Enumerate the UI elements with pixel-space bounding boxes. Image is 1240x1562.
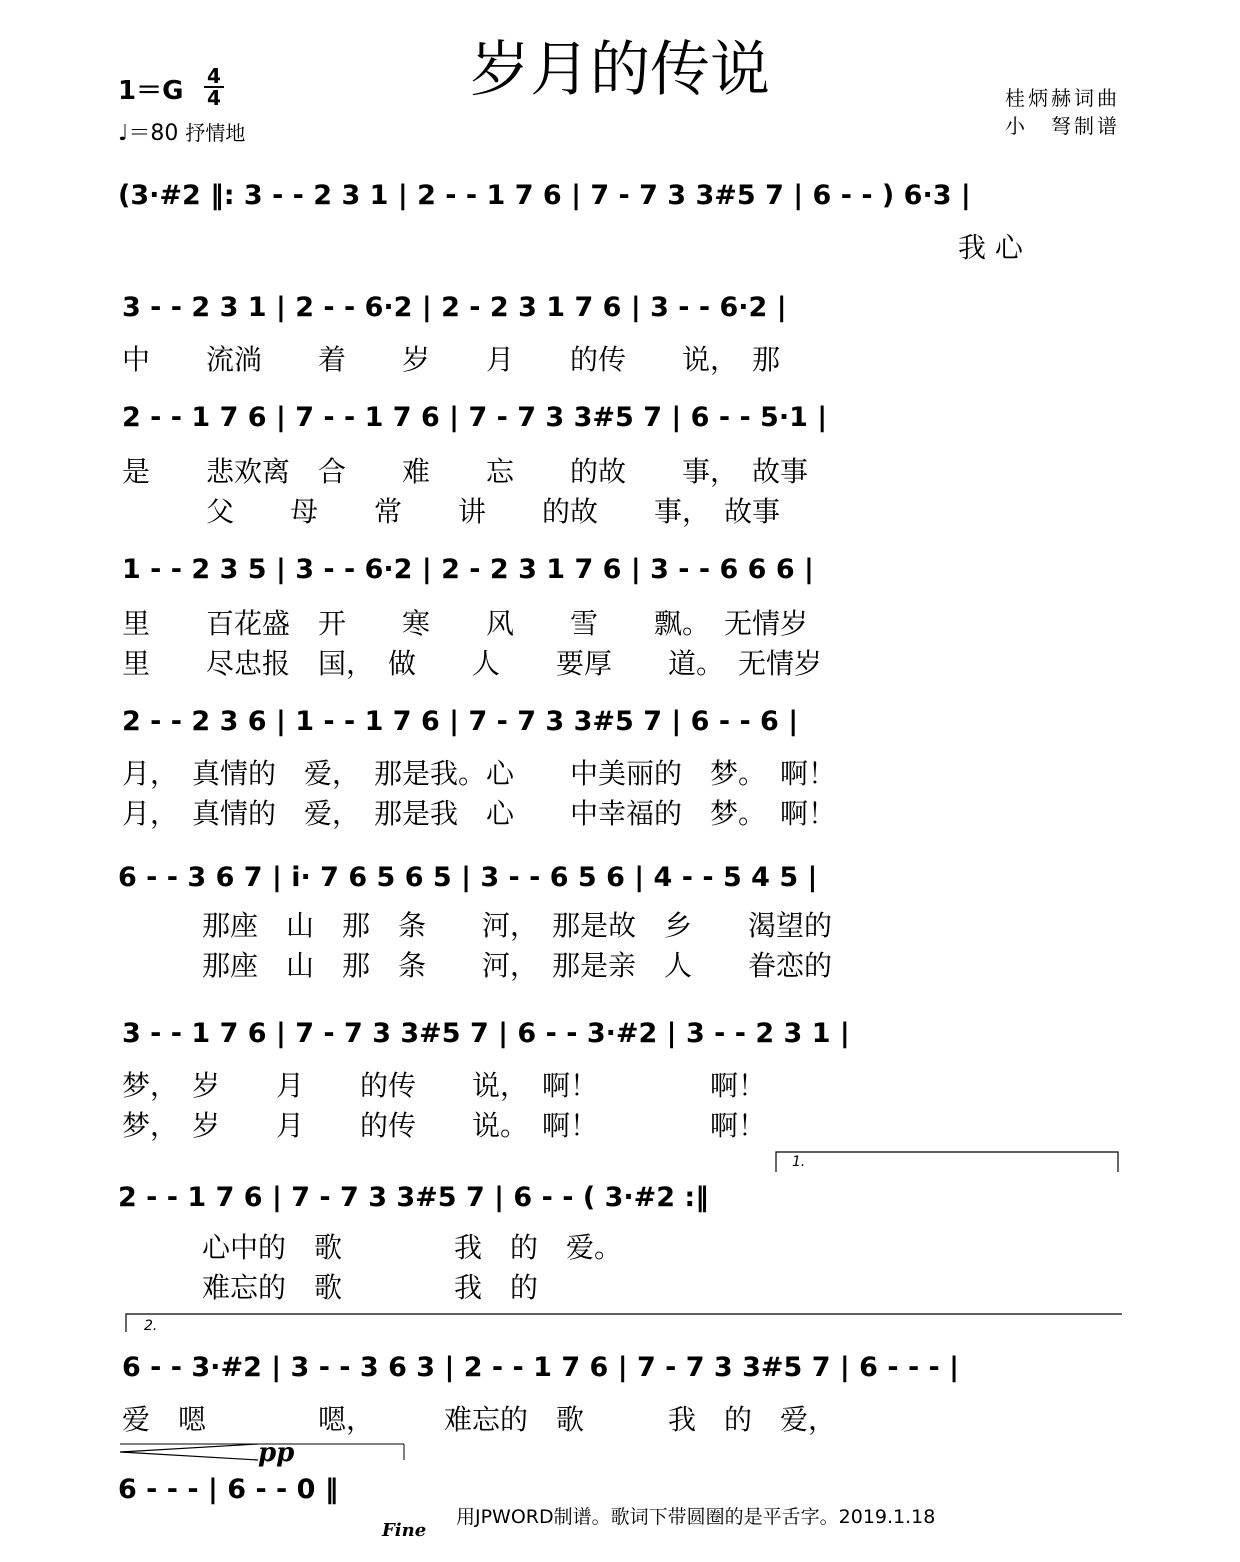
system-2-notes: 3 - - 2 3 1 | 2 - - 6·2 | 2 - 2 3 1 7 6 | 3 - - 6·2 | (122, 292, 787, 323)
quarter-note-icon: ♩ (118, 121, 129, 146)
credit-lyricist: 桂炳赫词曲 (1005, 86, 1120, 110)
system-8-notes: 2 - - 1 7 6 | 7 - 7 3 3#5 7 | 6 - - ( 3·#2 :‖ (118, 1182, 709, 1213)
page-title: 岁月的传说 (470, 35, 770, 105)
volta-2-bracket (126, 1314, 1122, 1332)
system-5-lyric-2: 月， 真情的 爱， 那是我 心 中幸福的 梦。 啊！ (122, 797, 837, 830)
system-9-notes: 6 - - 3·#2 | 3 - - 3 6 3 | 2 - - 1 7 6 | 7 - 7 3 3#5 7 | 6 - - - | (122, 1352, 960, 1383)
system-7-lyric-1: 梦， 岁 月 的传 说， 啊！ 啊！ (122, 1069, 767, 1102)
system-1-notes: (3·#2 ‖: 3 - - 2 3 1 | 2 - - 1 7 6 | 7 - 7 3 3#5 7 | 6 - - ) 6·3 | (118, 180, 971, 211)
system-10-notes: 6 - - - | 6 - - 0 ‖ (118, 1474, 339, 1505)
system-8-lyric-1: 心中的 歌 我 的 爱。 (118, 1231, 623, 1264)
volta-1-label: 1. (792, 1154, 806, 1170)
key-label: 1＝G (118, 76, 184, 106)
decrescendo-hairpin (120, 1444, 258, 1460)
tempo-value: ＝80 (128, 121, 179, 146)
volta-1-bracket (776, 1152, 1118, 1172)
system-6-notes: 6 - - 3 6 7 | i· 7 6 5 6 5 | 3 - - 6 5 6 | 4 - - 5 4 5 | (118, 862, 818, 893)
system-1-lyric-1: 我 心 (118, 231, 1023, 264)
fine-mark: Fine (382, 1520, 427, 1541)
system-7-notes: 3 - - 1 7 6 | 7 - 7 3 3#5 7 | 6 - - 3·#2 | 3 - - 2 3 1 | (122, 1018, 850, 1049)
system-9-lyric-1: 爱 嗯 嗯， 难忘的 歌 我 的 爱， (122, 1403, 837, 1436)
system-3-lyric-1: 是 悲欢离 合 难 忘 的故 事， 故事 (122, 455, 809, 488)
system-7-lyric-2: 梦， 岁 月 的传 说。 啊！ 啊！ (122, 1109, 767, 1142)
volta-2-label: 2. (144, 1318, 158, 1334)
system-4-lyric-1: 里 百花盛 开 寒 风 雪 飘。 无情岁 (122, 607, 809, 640)
system-5-notes: 2 - - 2 3 6 | 1 - - 1 7 6 | 7 - 7 3 3#5 7 | 6 - - 6 | (122, 706, 799, 737)
system-4-notes: 1 - - 2 3 5 | 3 - - 6·2 | 2 - 2 3 1 7 6 | 3 - - 6 6 6 | (122, 554, 814, 585)
system-6-lyric-1: 那座 山 那 条 河， 那是故 乡 渴望的 (118, 909, 833, 942)
system-2-lyric-1: 中 流淌 着 岁 月 的传 说， 那 (122, 343, 781, 376)
system-8-lyric-2: 难忘的 歌 我 的 (118, 1271, 539, 1304)
credit-arranger: 小 弩制谱 (1005, 114, 1120, 138)
tempo-mark: 抒情地 (185, 121, 246, 145)
dynamic-pp: pp (258, 1438, 295, 1468)
system-4-lyric-2: 里 尽忠报 国， 做 人 要厚 道。 无情岁 (122, 647, 823, 680)
system-3-lyric-2: 父 母 常 讲 的故 事， 故事 (122, 495, 781, 528)
footer-note: 用JPWORD制谱。歌词下带圆圈的是平舌字。2019.1.18 (456, 1506, 936, 1528)
system-6-lyric-2: 那座 山 那 条 河， 那是亲 人 眷恋的 (118, 949, 833, 982)
time-bottom: 4 (204, 86, 224, 108)
system-3-notes: 2 - - 1 7 6 | 7 - - 1 7 6 | 7 - 7 3 3#5 7 | 6 - - 5·1 | (122, 402, 828, 433)
time-top: 4 (207, 64, 221, 88)
system-5-lyric-1: 月， 真情的 爱， 那是我。心 中美丽的 梦。 啊！ (122, 757, 837, 790)
